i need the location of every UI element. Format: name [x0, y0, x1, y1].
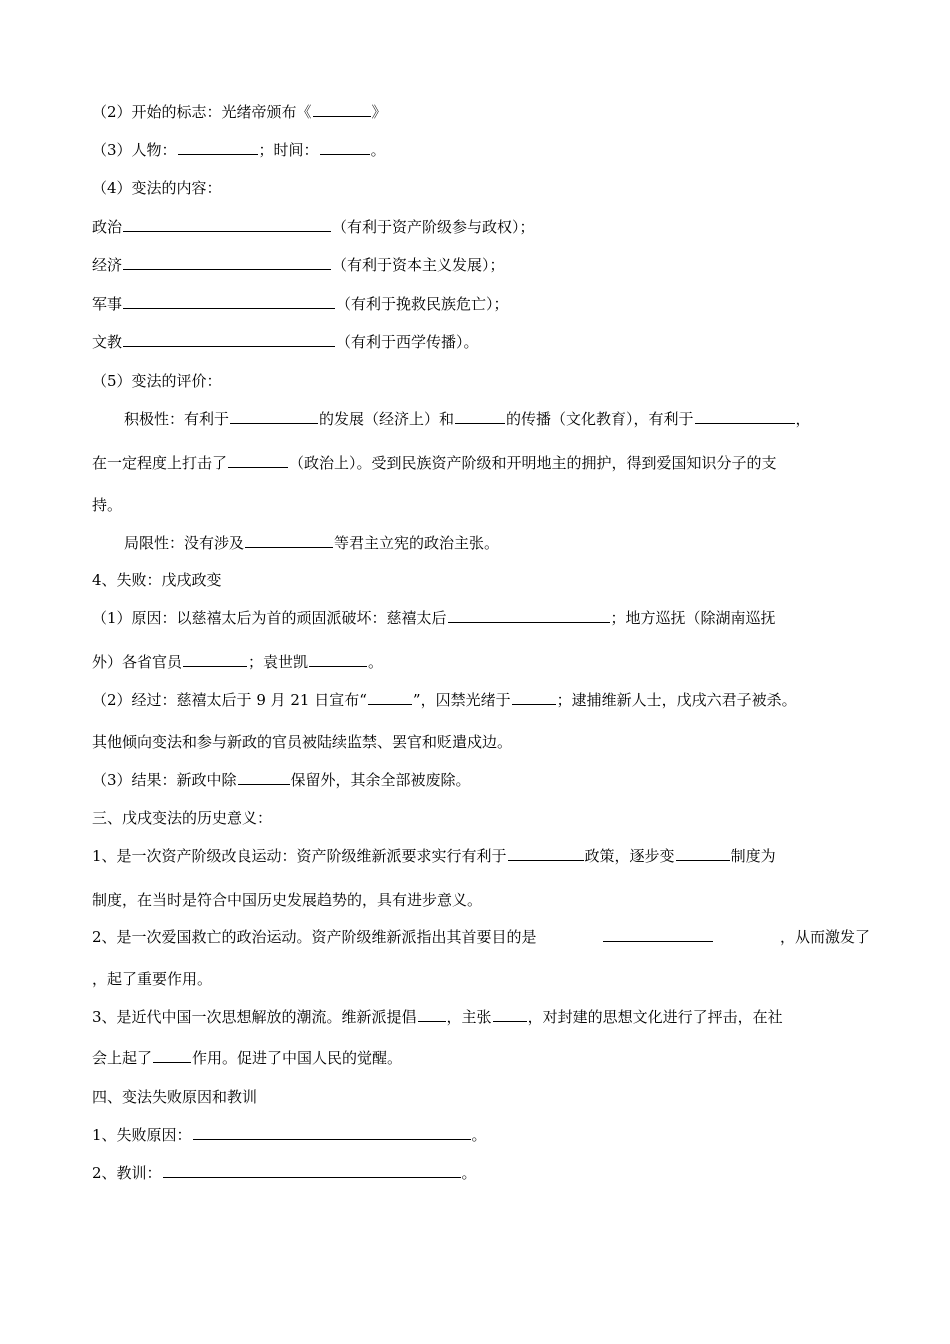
blank-field[interactable]: [238, 769, 290, 785]
line-economy: 经济 （有利于资本主义发展）；: [92, 256, 505, 274]
blank-field[interactable]: [676, 845, 730, 861]
line-process-cont: 其他倾向变法和参与新政的官员被陆续监禁、罢官和贬遣戍边。: [92, 733, 513, 751]
line-positive: 积极性：有利于 的发展（经济上）和 的传播（文化教育），有利于 ，: [124, 410, 811, 428]
line-significance-3-cont: 会上起了 作用。促进了中国人民的觉醒。: [92, 1049, 403, 1067]
line-people-time: （3）人物： ；时间： 。: [92, 141, 386, 159]
line-significance-1-cont: 制度，在当时是符合中国历史发展趋势的，具有进步意义。: [92, 891, 483, 909]
blank-field[interactable]: [695, 408, 795, 424]
line-politics: 政治 （有利于资产阶级参与政权）；: [92, 218, 535, 236]
line-positive-end: 持。: [92, 496, 123, 514]
line-limitation: 局限性：没有涉及 等君主立宪的政治主张。: [124, 534, 500, 552]
line-evaluation-heading: （5）变法的评价：: [92, 372, 222, 390]
line-significance-2: 2、是一次爱国救亡的政治运动。资产阶级维新派指出其首要目的是 ，从而激发了: [92, 928, 870, 946]
blank-field[interactable]: [313, 101, 371, 117]
line-lesson: 2、教训： 。: [92, 1164, 477, 1182]
blank-field[interactable]: [245, 532, 333, 548]
line-education: 文教 （有利于西学传播）。: [92, 333, 479, 351]
line-military: 军事 （有利于挽救民族危亡）；: [92, 295, 509, 313]
line-significance-3: 3、是近代中国一次思想解放的潮流。维新派提倡 ，主张 ，对封建的思想文化进行了抨击，在社: [92, 1008, 783, 1026]
blank-field[interactable]: [508, 845, 584, 861]
line-process: （2）经过：慈禧太后于 9 月 21 日宣布“ ”，囚禁光绪于 ；逮捕维新人士，戊戌六君子被杀。: [92, 691, 797, 709]
blank-field[interactable]: [123, 254, 331, 270]
blank-field[interactable]: [448, 607, 610, 623]
blank-field[interactable]: [368, 689, 412, 705]
blank-field[interactable]: [603, 926, 713, 942]
line-failure-heading: 4、失败：戊戌政变: [92, 571, 222, 589]
blank-field[interactable]: [512, 689, 556, 705]
section-four-heading: 四、变法失败原因和教训: [92, 1088, 258, 1106]
blank-field[interactable]: [228, 452, 288, 468]
blank-field[interactable]: [493, 1006, 527, 1022]
line-significance-2-cont: ，起了重要作用。: [92, 970, 213, 988]
line-failure-reason: 1、失败原因： 。: [92, 1126, 487, 1144]
line-cause-cont: 外）各省官员 ；袁世凯 。: [92, 653, 384, 671]
line-content-heading: （4）变法的内容：: [92, 179, 222, 197]
blank-field[interactable]: [309, 651, 367, 667]
blank-field[interactable]: [163, 1162, 461, 1178]
line-start-sign: （2）开始的标志：光绪帝颁布《 》: [92, 103, 387, 121]
section-three-heading: 三、戊戌变法的历史意义：: [92, 809, 273, 827]
blank-field[interactable]: [123, 216, 331, 232]
blank-field[interactable]: [455, 408, 505, 424]
blank-field[interactable]: [230, 408, 318, 424]
blank-field[interactable]: [418, 1006, 446, 1022]
blank-field[interactable]: [320, 139, 370, 155]
line-positive-cont: 在一定程度上打击了 （政治上）。受到民族资产阶级和开明地主的拥护，得到爱国知识分子的支: [92, 454, 777, 472]
blank-field[interactable]: [123, 293, 335, 309]
blank-field[interactable]: [178, 139, 258, 155]
blank-field[interactable]: [193, 1124, 471, 1140]
line-significance-1: 1、是一次资产阶级改良运动：资产阶级维新派要求实行有利于 政策，逐步变 制度为: [92, 847, 776, 865]
line-result: （3）结果：新政中除 保留外，其余全部被废除。: [92, 771, 471, 789]
blank-field[interactable]: [183, 651, 247, 667]
blank-field[interactable]: [153, 1047, 191, 1063]
blank-field[interactable]: [123, 331, 335, 347]
line-cause: （1）原因：以慈禧太后为首的顽固派破坏：慈禧太后 ；地方巡抚（除湖南巡抚: [92, 609, 776, 627]
